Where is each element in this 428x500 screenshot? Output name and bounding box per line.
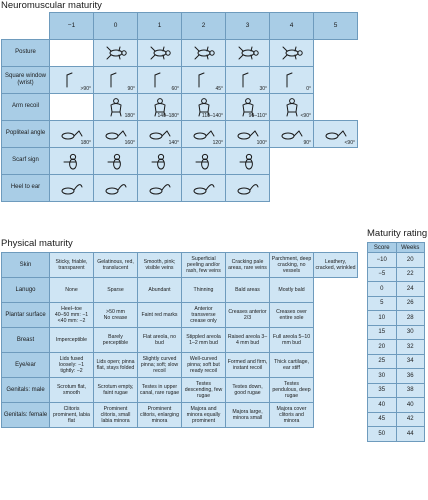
physical-cell: Imperceptible <box>50 328 94 353</box>
physical-cell: Thinning <box>182 278 226 303</box>
physical-cell: Abundant <box>138 278 182 303</box>
neuromuscular-cell <box>50 174 94 201</box>
neuromuscular-cell <box>270 93 314 120</box>
neuromuscular-cell <box>138 174 182 201</box>
rating-weeks: 30 <box>396 325 425 340</box>
neuromuscular-row <box>2 66 358 93</box>
rating-weeks: 34 <box>396 354 425 369</box>
rating-score: 20 <box>368 340 397 355</box>
rating-row <box>368 267 425 282</box>
neuromuscular-cell <box>138 66 182 93</box>
rating-row <box>368 369 425 384</box>
physical-cell: Thick cartilage, ear stiff <box>270 353 314 378</box>
physical-cell: Flat areola, no bud <box>138 328 182 353</box>
rating-weeks: 44 <box>396 427 425 442</box>
rating-row <box>368 311 425 326</box>
neuromuscular-row <box>2 39 358 66</box>
neuromuscular-header-row <box>2 13 358 40</box>
angle-label: 140–180° <box>157 112 179 119</box>
angle-label: 90° <box>303 139 311 146</box>
heel-to-ear-icon <box>103 178 129 198</box>
physical-cell: Smooth, pink; visible veins <box>138 253 182 278</box>
physical-cell: >50 mm No crease <box>94 303 138 328</box>
posture-4-icon <box>279 43 305 63</box>
angle-label: 90° <box>127 85 135 92</box>
rating-score: 25 <box>368 354 397 369</box>
rating-header: Score <box>368 243 397 253</box>
physical-cell: Prominent clitoris, enlarging minora <box>138 403 182 428</box>
physical-cell: Formed and firm, instant recoil <box>226 353 270 378</box>
physical-cell: Barely perceptible <box>94 328 138 353</box>
neuromuscular-cell <box>182 174 226 201</box>
angle-label: 180° <box>124 112 135 119</box>
physical-cell: Testes descending, few rugae <box>182 378 226 403</box>
physical-cell: Majora and minora equally prominent <box>182 403 226 428</box>
physical-row <box>2 378 358 403</box>
posture-1-icon <box>147 43 173 63</box>
criterion-label: Heel to ear <box>2 174 50 201</box>
neuromuscular-cell <box>226 93 270 120</box>
neuromuscular-title: Neuromuscular maturity <box>1 0 102 11</box>
neuromuscular-cell <box>94 147 138 174</box>
physical-cell: Raised areola 3–4 mm bud <box>226 328 270 353</box>
neuromuscular-cell <box>94 39 138 66</box>
physical-cell: Gelatinous, red, translucent <box>94 253 138 278</box>
angle-label: 60° <box>171 85 179 92</box>
neuromuscular-row <box>2 147 358 174</box>
criterion-label: Lanugo <box>2 278 50 303</box>
score-header: 5 <box>314 13 358 40</box>
physical-maturity-title: Physical maturity <box>1 238 73 249</box>
rating-weeks: 38 <box>396 383 425 398</box>
neuromuscular-cell <box>182 147 226 174</box>
maturity-rating-title: Maturity rating <box>367 228 428 239</box>
rating-score: 10 <box>368 311 397 326</box>
neuromuscular-cell <box>94 66 138 93</box>
heel-to-ear-icon <box>191 178 217 198</box>
rating-row <box>368 340 425 355</box>
physical-cell: Heel–toe 40–50 mm: −1 <40 mm: −2 <box>50 303 94 328</box>
physical-cell: Faint red marks <box>138 303 182 328</box>
score-header: 0 <box>94 13 138 40</box>
physical-maturity-table <box>1 252 358 428</box>
rating-row <box>368 383 425 398</box>
wrist-angle-icon <box>147 70 173 90</box>
neuromuscular-cell <box>270 174 314 201</box>
neuromuscular-cell <box>314 39 358 66</box>
physical-cell: Testes in upper canal, rare rugae <box>138 378 182 403</box>
physical-cell: Lids fused loosely: −1 tightly: −2 <box>50 353 94 378</box>
physical-cell: Stippled areola 1–2 mm bud <box>182 328 226 353</box>
physical-cell: Scrotum flat, smooth <box>50 378 94 403</box>
criterion-label: Plantar surface <box>2 303 50 328</box>
neuromuscular-cell <box>138 147 182 174</box>
score-header: 2 <box>182 13 226 40</box>
neuromuscular-row <box>2 174 358 201</box>
criterion-label: Square window (wrist) <box>2 66 50 93</box>
score-header: 3 <box>226 13 270 40</box>
criterion-label: Posture <box>2 39 50 66</box>
rating-header: Weeks <box>396 243 425 253</box>
heel-to-ear-icon <box>59 178 85 198</box>
wrist-angle-icon <box>191 70 217 90</box>
physical-cell: None <box>50 278 94 303</box>
rating-score: 15 <box>368 325 397 340</box>
physical-cell: Leathery, cracked, wrinkled <box>314 253 358 278</box>
physical-cell <box>314 378 358 403</box>
rating-weeks: 28 <box>396 311 425 326</box>
physical-cell: Testes down, good rugae <box>226 378 270 403</box>
neuromuscular-cell <box>226 174 270 201</box>
physical-cell: Majora cover clitoris and minora <box>270 403 314 428</box>
angle-label: 100° <box>256 139 267 146</box>
physical-cell: Lids open; pinna flat, stays folded <box>94 353 138 378</box>
physical-cell: Parchment, deep cracking, no vessels <box>270 253 314 278</box>
physical-cell: Bald areas <box>226 278 270 303</box>
criterion-label: Genitals: female <box>2 403 50 428</box>
physical-cell <box>314 403 358 428</box>
scarf-sign-icon <box>103 151 129 171</box>
angle-label: 110–140° <box>201 112 223 119</box>
criterion-label: Breast <box>2 328 50 353</box>
scarf-sign-icon <box>191 151 217 171</box>
rating-header-row <box>368 243 425 253</box>
rating-score: 5 <box>368 296 397 311</box>
rating-weeks: 26 <box>396 296 425 311</box>
wrist-angle-icon <box>235 70 261 90</box>
physical-cell: Creases anterior 2/3 <box>226 303 270 328</box>
neuromuscular-cell <box>270 147 314 174</box>
neuromuscular-cell <box>50 120 94 147</box>
physical-cell: Mostly bald <box>270 278 314 303</box>
rating-weeks: 22 <box>396 267 425 282</box>
heel-to-ear-icon <box>235 178 261 198</box>
physical-row <box>2 353 358 378</box>
neuromuscular-cell <box>314 174 358 201</box>
rating-score: 30 <box>368 369 397 384</box>
physical-cell: Superficial peeling and/or rash, few veins <box>182 253 226 278</box>
neuromuscular-cell <box>314 93 358 120</box>
posture-0-icon <box>103 43 129 63</box>
neuromuscular-cell <box>314 147 358 174</box>
criterion-label: Eye/ear <box>2 353 50 378</box>
physical-row <box>2 278 358 303</box>
physical-row <box>2 403 358 428</box>
angle-label: <90° <box>300 112 311 119</box>
neuromuscular-cell <box>314 66 358 93</box>
rating-row <box>368 282 425 297</box>
neuromuscular-row <box>2 120 358 147</box>
criterion-label: Scarf sign <box>2 147 50 174</box>
rating-weeks: 40 <box>396 398 425 413</box>
neuromuscular-cell <box>270 120 314 147</box>
criterion-label: Skin <box>2 253 50 278</box>
wrist-angle-icon <box>103 70 129 90</box>
angle-label: <90° <box>344 139 355 146</box>
angle-label: >90° <box>80 85 91 92</box>
physical-cell: Majora large, minora small <box>226 403 270 428</box>
physical-cell: Full areola 5–10 mm bud <box>270 328 314 353</box>
score-header: 4 <box>270 13 314 40</box>
criterion-label: Arm recoil <box>2 93 50 120</box>
scarf-sign-icon <box>235 151 261 171</box>
neuromuscular-cell <box>270 66 314 93</box>
heel-to-ear-icon <box>147 178 173 198</box>
physical-cell: Cracking pale areas, rare veins <box>226 253 270 278</box>
neuromuscular-cell <box>226 39 270 66</box>
neuromuscular-cell <box>182 93 226 120</box>
neuromuscular-cell <box>138 93 182 120</box>
angle-label: 30° <box>259 85 267 92</box>
rating-score: −5 <box>368 267 397 282</box>
neuromuscular-cell <box>270 39 314 66</box>
header-corner <box>2 13 50 40</box>
physical-cell: Testes pendulous, deep rugae <box>270 378 314 403</box>
rating-score: 40 <box>368 398 397 413</box>
physical-row <box>2 303 358 328</box>
physical-cell: Slightly curved pinna; soft; slow recoil <box>138 353 182 378</box>
angle-label: 140° <box>168 139 179 146</box>
rating-score: 45 <box>368 412 397 427</box>
rating-row <box>368 325 425 340</box>
neuromuscular-cell <box>138 39 182 66</box>
rating-score: −10 <box>368 253 397 268</box>
rating-score: 50 <box>368 427 397 442</box>
physical-cell: Scrotum empty, faint rugae <box>94 378 138 403</box>
neuromuscular-cell <box>182 120 226 147</box>
neuromuscular-cell <box>94 120 138 147</box>
scarf-sign-icon <box>147 151 173 171</box>
physical-cell: Creases over entire sole <box>270 303 314 328</box>
rating-weeks: 42 <box>396 412 425 427</box>
posture-2-icon <box>191 43 217 63</box>
rating-row <box>368 427 425 442</box>
rating-weeks: 20 <box>396 253 425 268</box>
neuromuscular-cell <box>226 120 270 147</box>
physical-cell: Sparse <box>94 278 138 303</box>
neuromuscular-cell <box>50 66 94 93</box>
physical-cell: Sticky, friable, transparent <box>50 253 94 278</box>
neuromuscular-cell <box>226 66 270 93</box>
angle-label: 90–110° <box>248 112 267 119</box>
neuromuscular-cell <box>226 147 270 174</box>
physical-cell <box>314 353 358 378</box>
physical-cell: Anterior transverse crease only <box>182 303 226 328</box>
physical-row <box>2 328 358 353</box>
neuromuscular-cell <box>94 93 138 120</box>
neuromuscular-cell <box>50 147 94 174</box>
angle-label: 0° <box>306 85 311 92</box>
neuromuscular-cell <box>50 93 94 120</box>
angle-label: 180° <box>80 139 91 146</box>
physical-cell: Prominent clitoris, small labia minora <box>94 403 138 428</box>
physical-cell: Well-curved pinna; soft but ready recoil <box>182 353 226 378</box>
rating-row <box>368 354 425 369</box>
rating-weeks: 32 <box>396 340 425 355</box>
rating-row <box>368 296 425 311</box>
physical-row <box>2 253 358 278</box>
maturity-rating-table <box>367 242 425 442</box>
scarf-sign-icon <box>59 151 85 171</box>
rating-row <box>368 398 425 413</box>
rating-row <box>368 253 425 268</box>
physical-cell <box>314 303 358 328</box>
neuromuscular-cell <box>182 66 226 93</box>
physical-cell: Clitoris prominent, labia flat <box>50 403 94 428</box>
neuromuscular-cell <box>314 120 358 147</box>
neuromuscular-cell <box>50 39 94 66</box>
physical-cell <box>314 328 358 353</box>
neuromuscular-cell <box>138 120 182 147</box>
neuromuscular-table <box>1 12 358 202</box>
neuromuscular-row <box>2 93 358 120</box>
criterion-label: Genitals: male <box>2 378 50 403</box>
neuromuscular-cell <box>94 174 138 201</box>
neuromuscular-cell <box>182 39 226 66</box>
angle-label: 160° <box>124 139 135 146</box>
rating-weeks: 36 <box>396 369 425 384</box>
physical-cell <box>314 278 358 303</box>
rating-row <box>368 412 425 427</box>
angle-label: 120° <box>212 139 223 146</box>
score-header: −1 <box>50 13 94 40</box>
criterion-label: Popliteal angle <box>2 120 50 147</box>
wrist-angle-icon <box>279 70 305 90</box>
score-header: 1 <box>138 13 182 40</box>
rating-score: 35 <box>368 383 397 398</box>
rating-weeks: 24 <box>396 282 425 297</box>
posture-3-icon <box>235 43 261 63</box>
popliteal-icon <box>279 124 305 144</box>
angle-label: 45° <box>215 85 223 92</box>
rating-score: 0 <box>368 282 397 297</box>
